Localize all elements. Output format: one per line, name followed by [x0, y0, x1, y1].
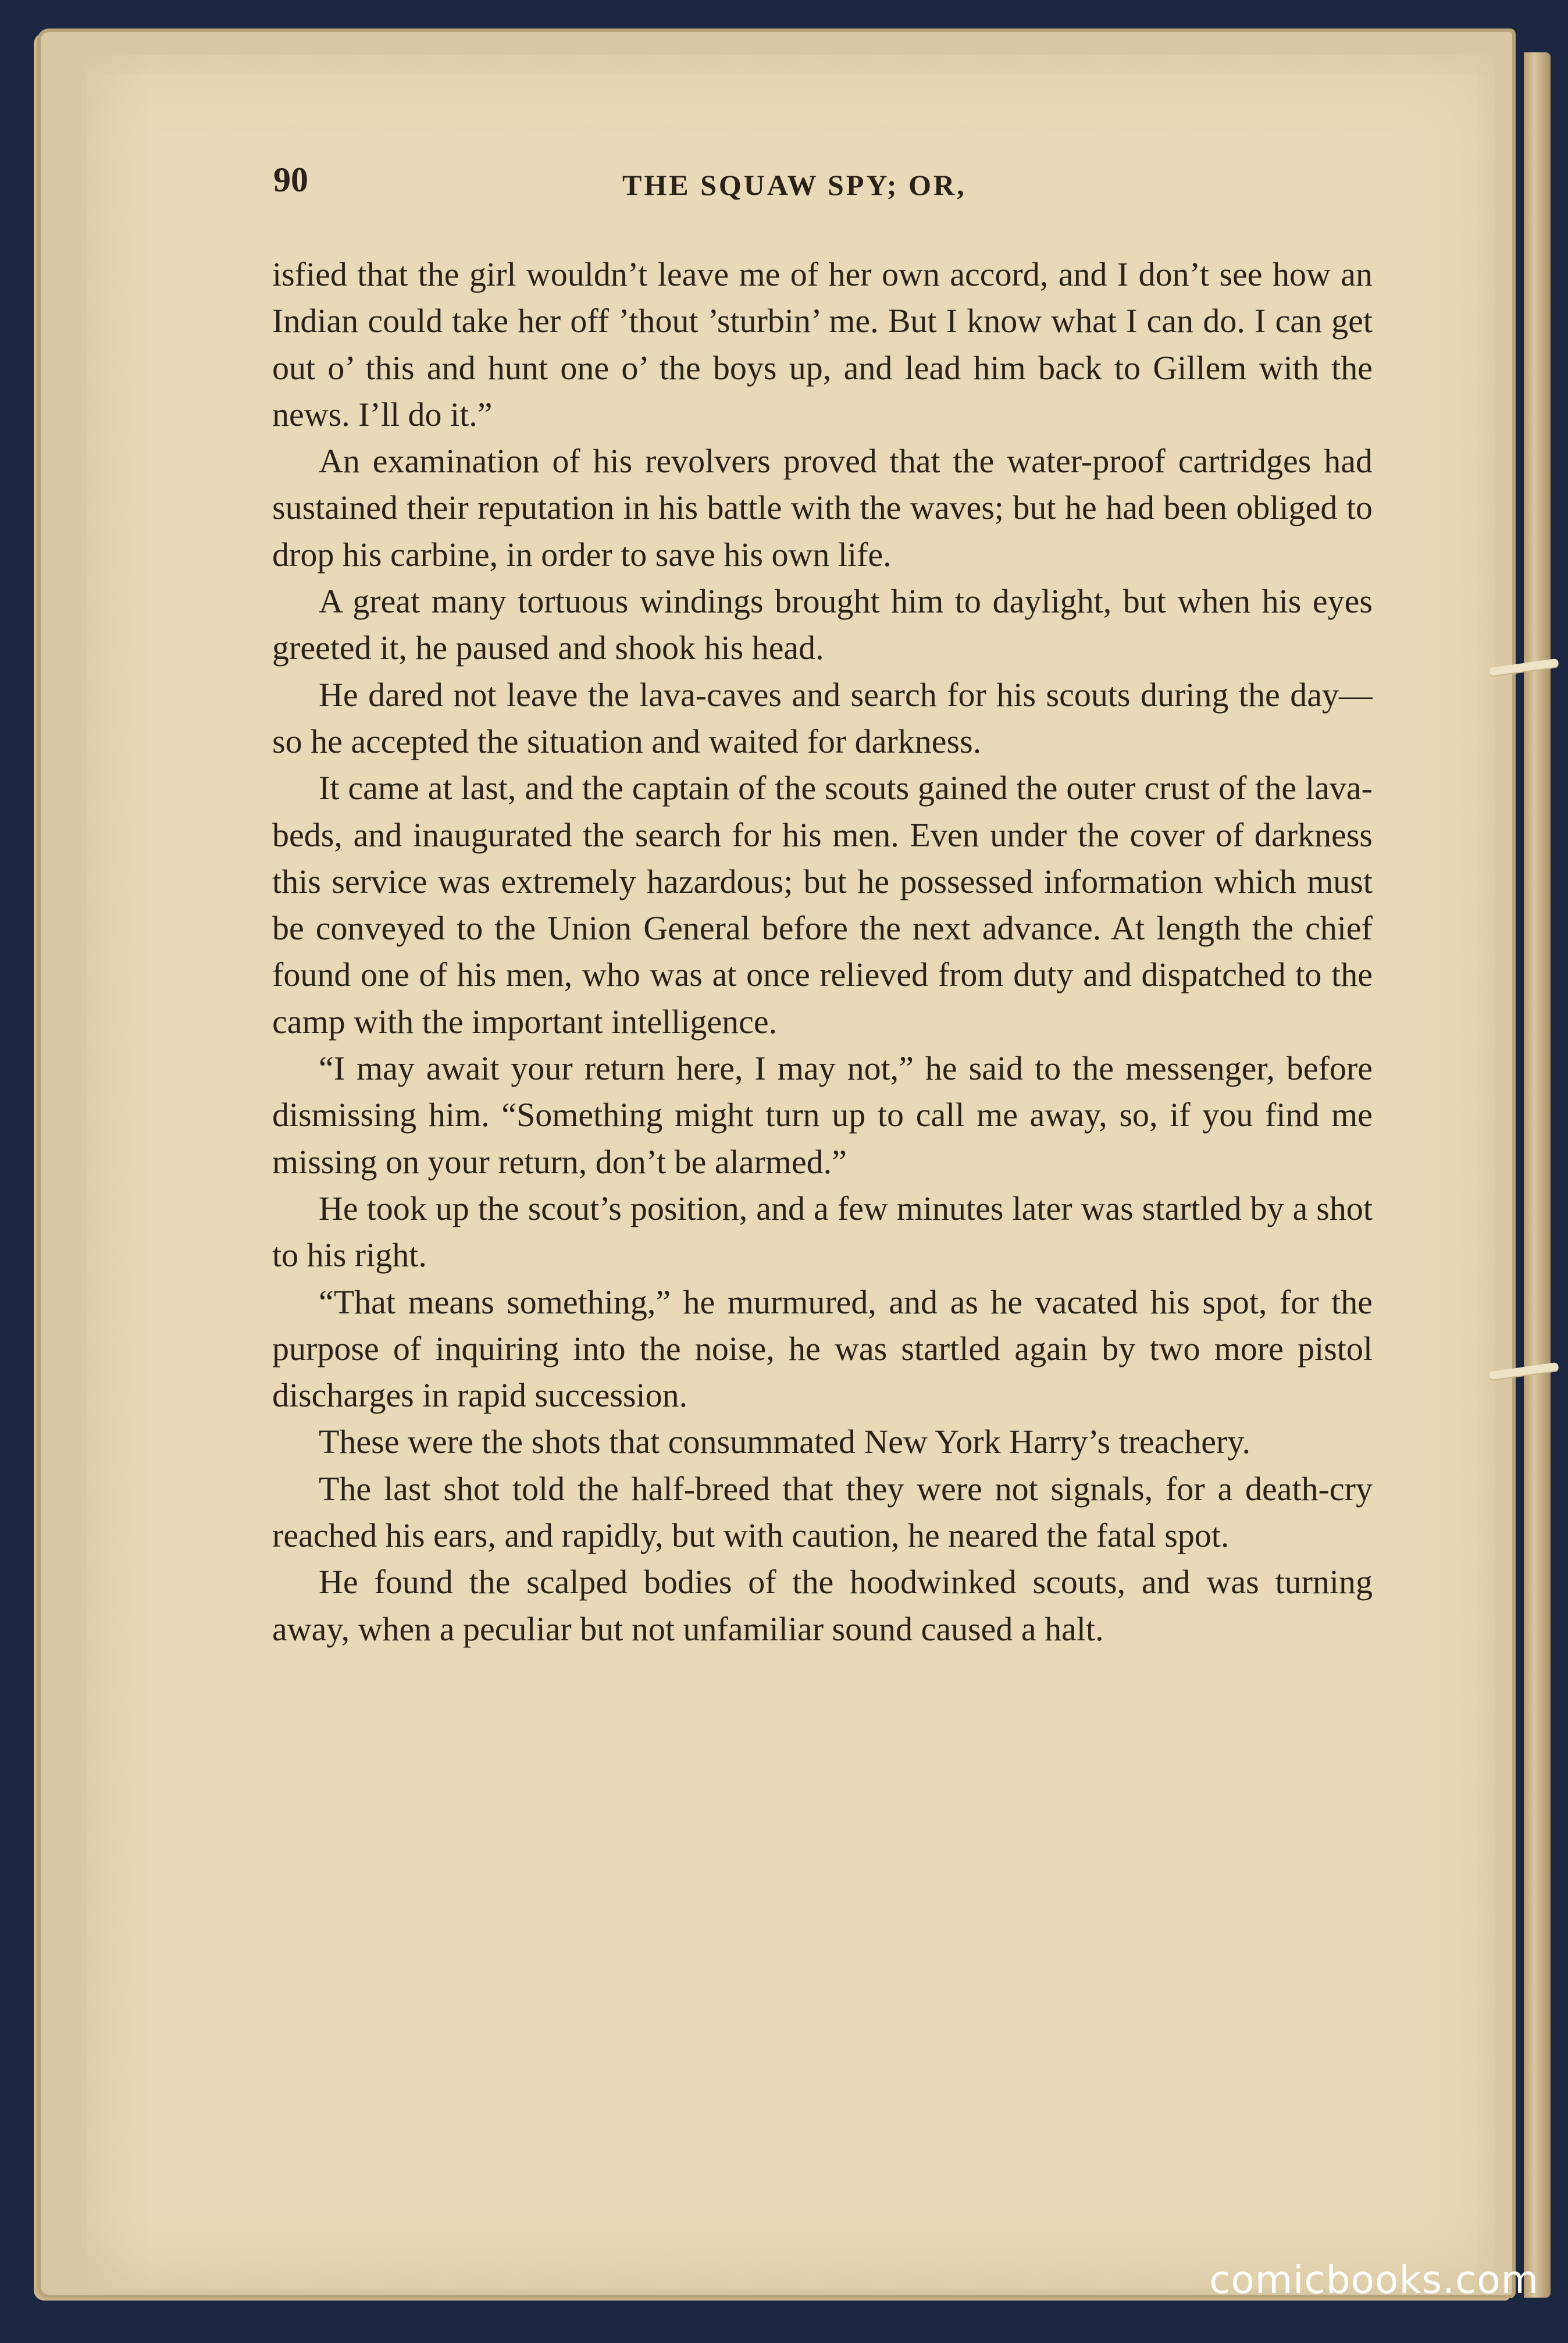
paragraph: A great many tortuous windings brought him to daylight, but when his eyes greeted it, he paused and shook his head.	[272, 582, 1373, 667]
page-number: 90	[273, 161, 308, 199]
paragraph: The last shot told the half-breed that they were not signals, for a death-cry reached his ears, and rapidly, but with caution, he neared the fatal spot.	[272, 1469, 1373, 1555]
paragraph: “I may await your return here, I may not,” he said to the messenger, before dismissing him. “Something might turn up to call me away, so, if you find me missing on your return, don’t be alarmed.”	[272, 1049, 1373, 1181]
running-head	[273, 154, 1378, 206]
paragraph: An examination of his revolvers proved that the water-proof cartridges had sustained their reputation in his battle with the waves; but he had been obliged to drop his carbine, in order to save his own life.	[272, 442, 1373, 574]
running-title: THE SQUAW SPY; OR,	[622, 169, 967, 201]
watermark: comicbooks.com	[1209, 2257, 1539, 2302]
page-right-edge	[1524, 52, 1551, 2298]
paragraph: He dared not leave the lava-caves and search for his scouts during the day—so he accepted the situation and waited for darkness.	[272, 675, 1373, 760]
paragraph: He took up the scout’s position, and a few minutes later was startled by a shot to his right.	[272, 1189, 1373, 1274]
paragraph: “That means something,” he murmured, and as he vacated his spot, for the purpose of inquiring into the noise, he was startled again by two more pistol discharges in rapid succession.	[272, 1283, 1373, 1415]
paragraph: It came at last, and the captain of the scouts gained the outer crust of the lava-beds, and inaugurated the search for his men. Even under the cover of darkness this service was extremely hazardous; but he possessed information which must be conveyed to the Union General before the next advance. At length the chief found one of his men, who was at once relieved from duty and dispatched to the camp with the important intelligence.	[272, 769, 1373, 1041]
paragraph: isfied that the girl wouldn’t leave me of her own accord, and I don’t see how an Indian could take her off ’thout ’sturbin’ me. But I know what I can do. I can get out o’ this and hunt one o’ the boys up, and lead him back to Gillem with the news. I’ll do it.”	[272, 255, 1373, 433]
paragraph: These were the shots that consummated New York Harry’s treachery.	[319, 1423, 1251, 1461]
body-text	[272, 251, 1373, 1653]
paragraph: He found the scalped bodies of the hoodwinked scouts, and was turning away, when a peculiar but not unfamiliar sound caused a halt.	[272, 1563, 1373, 1648]
